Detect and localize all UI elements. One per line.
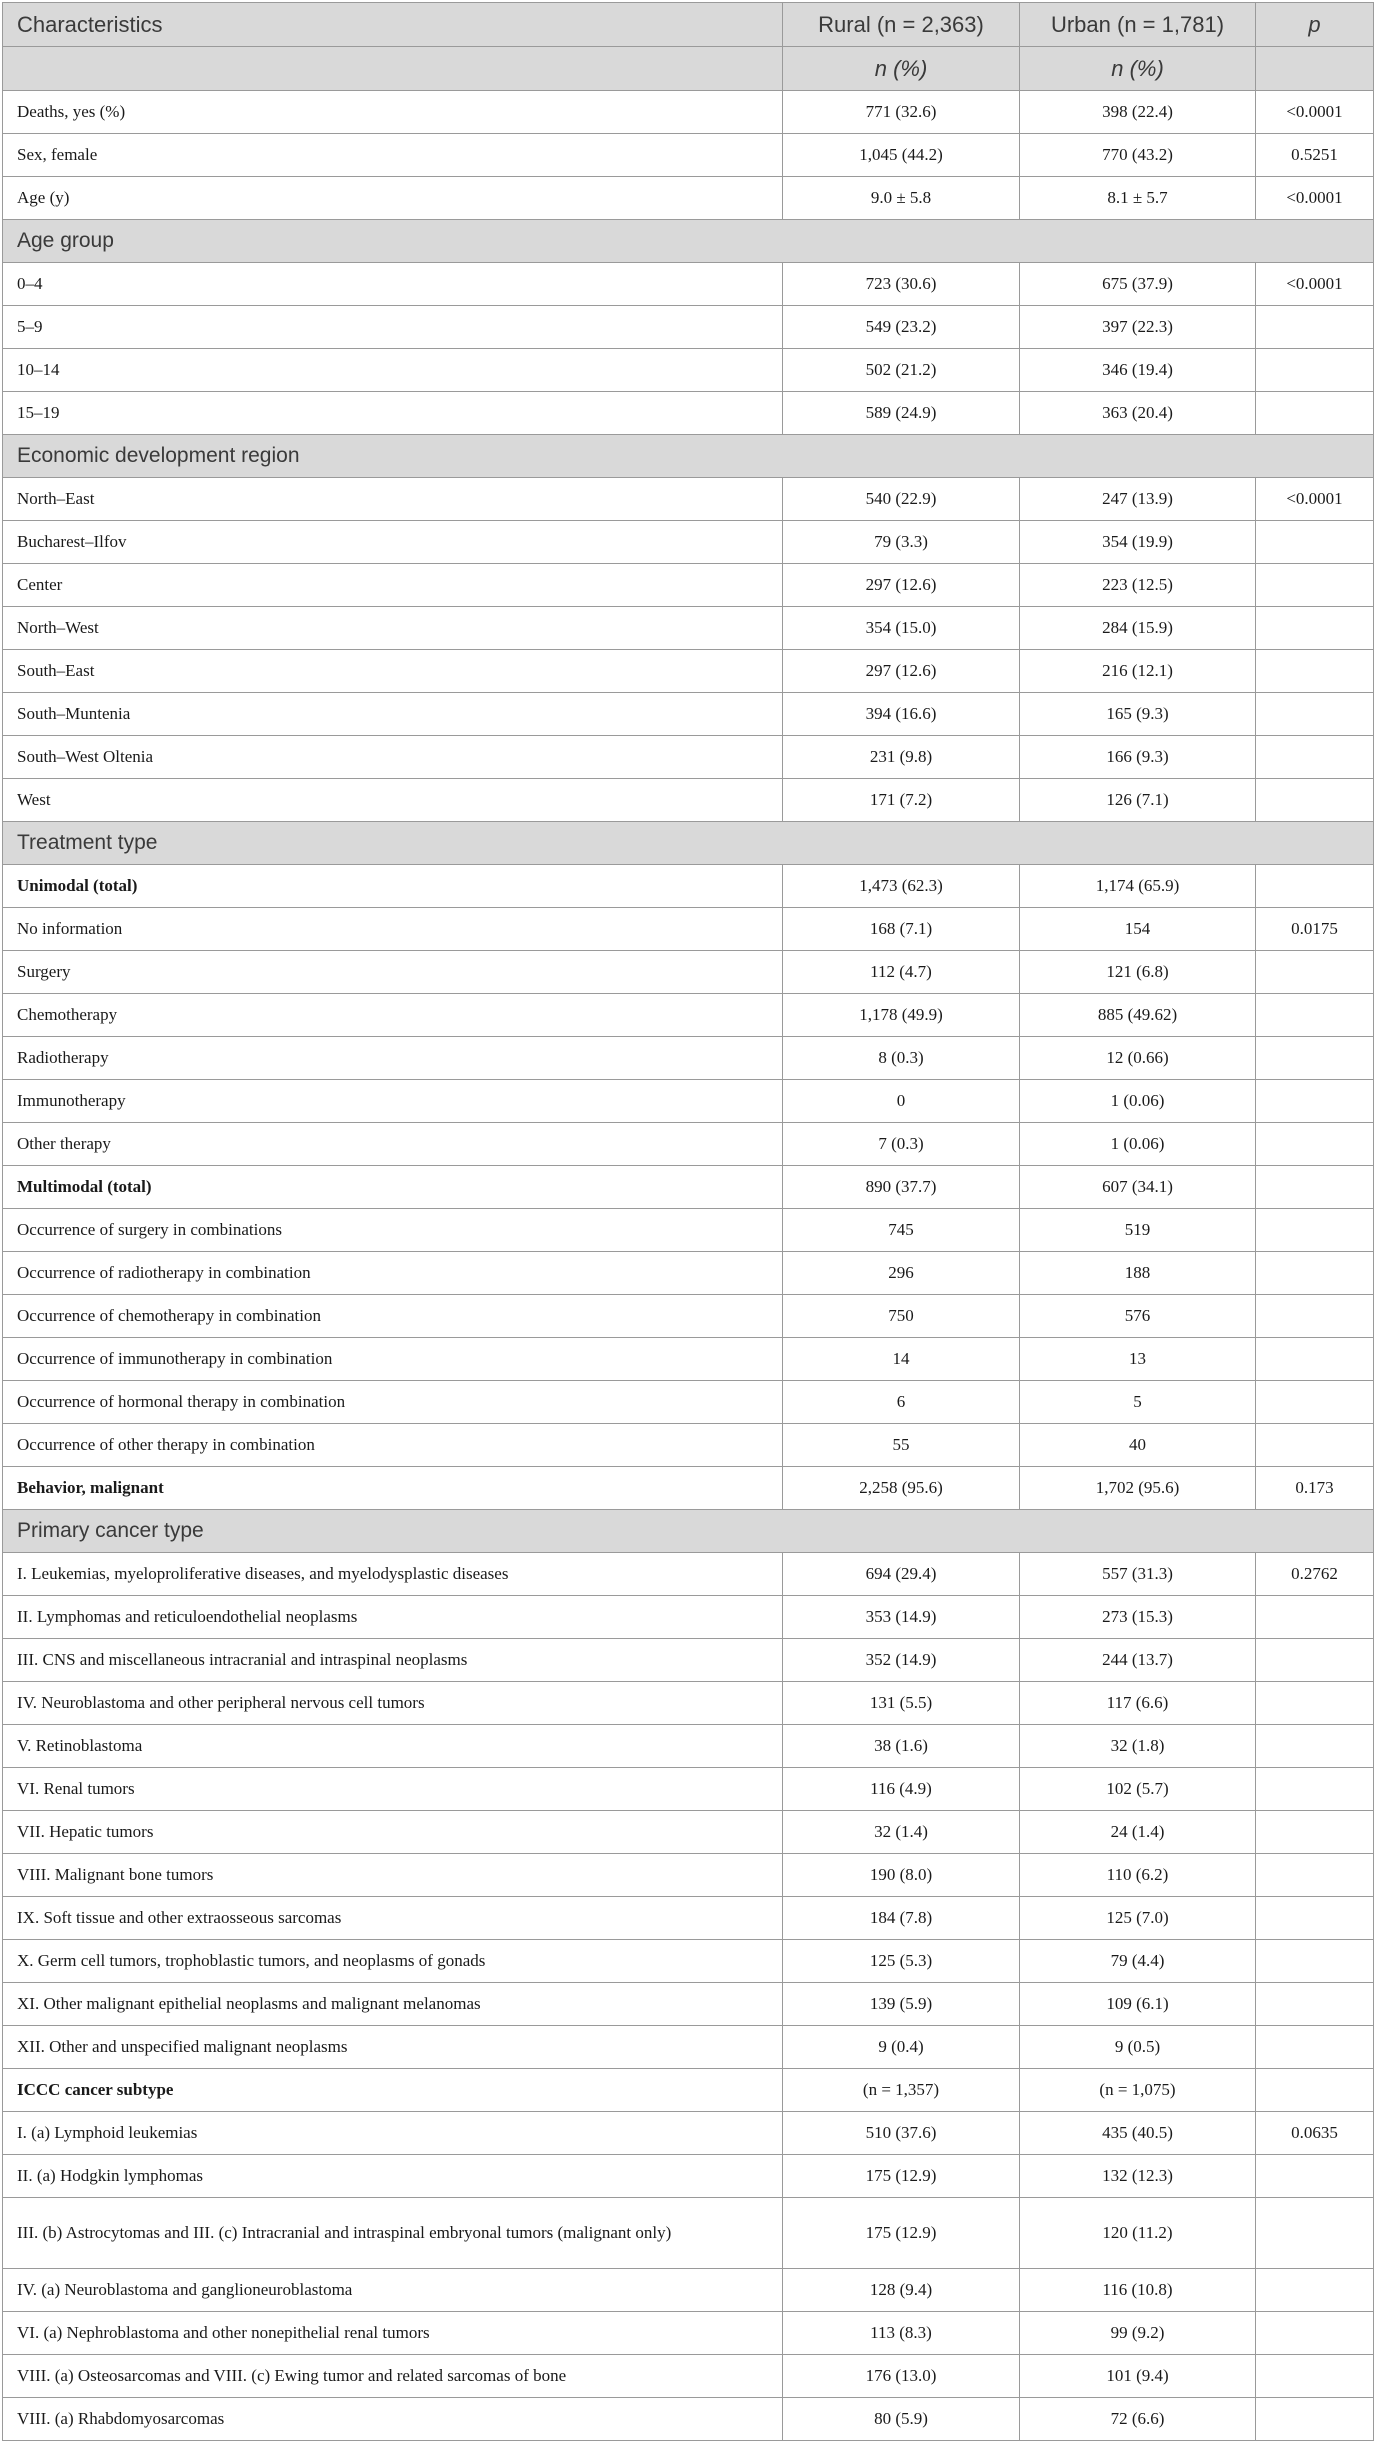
row-label: Deaths, yes (%) bbox=[3, 91, 783, 134]
row-label: Chemotherapy bbox=[3, 994, 783, 1037]
p-value: <0.0001 bbox=[1256, 177, 1374, 220]
header-sub-urban: n (%) bbox=[1020, 47, 1256, 91]
table-row bbox=[3, 177, 1374, 220]
table-row bbox=[3, 2069, 1374, 2112]
row-label: VIII. (a) Rhabdomyosarcomas bbox=[3, 2398, 783, 2441]
p-value bbox=[1256, 1811, 1374, 1854]
table-row bbox=[3, 306, 1374, 349]
p-value bbox=[1256, 865, 1374, 908]
section-title: Treatment type bbox=[3, 822, 1374, 865]
header-sub-rural: n (%) bbox=[783, 47, 1020, 91]
rural-value: 38 (1.6) bbox=[783, 1725, 1020, 1768]
table-row bbox=[3, 2355, 1374, 2398]
p-value bbox=[1256, 736, 1374, 779]
table-row bbox=[3, 1897, 1374, 1940]
table-row bbox=[3, 1252, 1374, 1295]
row-label: VI. (a) Nephroblastoma and other nonepithelial renal tumors bbox=[3, 2312, 783, 2355]
p-value: 0.2762 bbox=[1256, 1553, 1374, 1596]
p-value bbox=[1256, 1037, 1374, 1080]
row-label: Other therapy bbox=[3, 1123, 783, 1166]
table-row bbox=[3, 1166, 1374, 1209]
table-row bbox=[3, 607, 1374, 650]
row-label: West bbox=[3, 779, 783, 822]
row-label: IX. Soft tissue and other extraosseous sarcomas bbox=[3, 1897, 783, 1940]
section-title: Economic development region bbox=[3, 435, 1374, 478]
row-label: VIII. Malignant bone tumors bbox=[3, 1854, 783, 1897]
rural-value: 168 (7.1) bbox=[783, 908, 1020, 951]
row-label: VII. Hepatic tumors bbox=[3, 1811, 783, 1854]
table-row bbox=[3, 951, 1374, 994]
row-label: North–West bbox=[3, 607, 783, 650]
characteristics-table bbox=[2, 2, 1374, 2441]
urban-value: 166 (9.3) bbox=[1020, 736, 1256, 779]
rural-value: (n = 1,357) bbox=[783, 2069, 1020, 2112]
rural-value: 549 (23.2) bbox=[783, 306, 1020, 349]
p-value bbox=[1256, 2198, 1374, 2269]
p-value: 0.5251 bbox=[1256, 134, 1374, 177]
row-label: Bucharest–Ilfov bbox=[3, 521, 783, 564]
table-row bbox=[3, 564, 1374, 607]
p-value bbox=[1256, 1080, 1374, 1123]
urban-value: 1 (0.06) bbox=[1020, 1080, 1256, 1123]
rural-value: 125 (5.3) bbox=[783, 1940, 1020, 1983]
rural-value: 131 (5.5) bbox=[783, 1682, 1020, 1725]
urban-value: 121 (6.8) bbox=[1020, 951, 1256, 994]
table-row bbox=[3, 693, 1374, 736]
p-value bbox=[1256, 2355, 1374, 2398]
table-row bbox=[3, 134, 1374, 177]
row-label: 10–14 bbox=[3, 349, 783, 392]
rural-value: 0 bbox=[783, 1080, 1020, 1123]
rural-value: 502 (21.2) bbox=[783, 349, 1020, 392]
p-value bbox=[1256, 1682, 1374, 1725]
urban-value: 770 (43.2) bbox=[1020, 134, 1256, 177]
p-value: <0.0001 bbox=[1256, 263, 1374, 306]
rural-value: 9 (0.4) bbox=[783, 2026, 1020, 2069]
rural-value: 510 (37.6) bbox=[783, 2112, 1020, 2155]
row-label: Center bbox=[3, 564, 783, 607]
urban-value: 398 (22.4) bbox=[1020, 91, 1256, 134]
table-body bbox=[3, 91, 1374, 2441]
p-value bbox=[1256, 2069, 1374, 2112]
table-row bbox=[3, 263, 1374, 306]
table-row bbox=[3, 908, 1374, 951]
urban-value: 244 (13.7) bbox=[1020, 1639, 1256, 1682]
p-value bbox=[1256, 2155, 1374, 2198]
table-row bbox=[3, 1424, 1374, 1467]
rural-value: 113 (8.3) bbox=[783, 2312, 1020, 2355]
p-value bbox=[1256, 1725, 1374, 1768]
table-row bbox=[3, 2155, 1374, 2198]
urban-value: 247 (13.9) bbox=[1020, 478, 1256, 521]
urban-value: 354 (19.9) bbox=[1020, 521, 1256, 564]
urban-value: 165 (9.3) bbox=[1020, 693, 1256, 736]
rural-value: 1,473 (62.3) bbox=[783, 865, 1020, 908]
row-label: Surgery bbox=[3, 951, 783, 994]
rural-value: 353 (14.9) bbox=[783, 1596, 1020, 1639]
table-row bbox=[3, 1768, 1374, 1811]
row-label: Sex, female bbox=[3, 134, 783, 177]
urban-value: 1 (0.06) bbox=[1020, 1123, 1256, 1166]
header-urban: Urban (n = 1,781) bbox=[1020, 3, 1256, 47]
p-value bbox=[1256, 349, 1374, 392]
row-label: Unimodal (total) bbox=[3, 865, 783, 908]
table-row bbox=[3, 1983, 1374, 2026]
p-value bbox=[1256, 2312, 1374, 2355]
urban-value: 675 (37.9) bbox=[1020, 263, 1256, 306]
section-header-row bbox=[3, 1510, 1374, 1553]
urban-value: 32 (1.8) bbox=[1020, 1725, 1256, 1768]
rural-value: 540 (22.9) bbox=[783, 478, 1020, 521]
urban-value: 223 (12.5) bbox=[1020, 564, 1256, 607]
rural-value: 8 (0.3) bbox=[783, 1037, 1020, 1080]
urban-value: 102 (5.7) bbox=[1020, 1768, 1256, 1811]
p-value bbox=[1256, 1338, 1374, 1381]
table-row bbox=[3, 1467, 1374, 1510]
p-value bbox=[1256, 564, 1374, 607]
p-value: 0.173 bbox=[1256, 1467, 1374, 1510]
row-label: North–East bbox=[3, 478, 783, 521]
table-row bbox=[3, 1381, 1374, 1424]
row-label: South–East bbox=[3, 650, 783, 693]
row-label: Immunotherapy bbox=[3, 1080, 783, 1123]
rural-value: 297 (12.6) bbox=[783, 564, 1020, 607]
rural-value: 1,045 (44.2) bbox=[783, 134, 1020, 177]
urban-value: 72 (6.6) bbox=[1020, 2398, 1256, 2441]
urban-value: 885 (49.62) bbox=[1020, 994, 1256, 1037]
rural-value: 116 (4.9) bbox=[783, 1768, 1020, 1811]
row-label: Occurrence of radiotherapy in combination bbox=[3, 1252, 783, 1295]
p-value bbox=[1256, 951, 1374, 994]
table-row bbox=[3, 2112, 1374, 2155]
section-header-row bbox=[3, 220, 1374, 263]
table-row bbox=[3, 1639, 1374, 1682]
rural-value: 171 (7.2) bbox=[783, 779, 1020, 822]
table-row bbox=[3, 1123, 1374, 1166]
row-label: ICCC cancer subtype bbox=[3, 2069, 783, 2112]
table-row bbox=[3, 1338, 1374, 1381]
row-label: 5–9 bbox=[3, 306, 783, 349]
table-row bbox=[3, 2398, 1374, 2441]
section-title: Primary cancer type bbox=[3, 1510, 1374, 1553]
row-label: II. (a) Hodgkin lymphomas bbox=[3, 2155, 783, 2198]
rural-value: 184 (7.8) bbox=[783, 1897, 1020, 1940]
urban-value: 284 (15.9) bbox=[1020, 607, 1256, 650]
urban-value: 5 bbox=[1020, 1381, 1256, 1424]
p-value bbox=[1256, 2398, 1374, 2441]
rural-value: 694 (29.4) bbox=[783, 1553, 1020, 1596]
header-characteristics: Characteristics bbox=[3, 3, 783, 47]
row-label: XI. Other malignant epithelial neoplasms and malignant melanomas bbox=[3, 1983, 783, 2026]
row-label: Behavior, malignant bbox=[3, 1467, 783, 1510]
header-subrow bbox=[3, 47, 1374, 91]
urban-value: 13 bbox=[1020, 1338, 1256, 1381]
row-label: VIII. (a) Osteosarcomas and VIII. (c) Ewing tumor and related sarcomas of bone bbox=[3, 2355, 783, 2398]
urban-value: 116 (10.8) bbox=[1020, 2269, 1256, 2312]
p-value bbox=[1256, 607, 1374, 650]
rural-value: 2,258 (95.6) bbox=[783, 1467, 1020, 1510]
p-value bbox=[1256, 1381, 1374, 1424]
row-label: VI. Renal tumors bbox=[3, 1768, 783, 1811]
table-row bbox=[3, 736, 1374, 779]
row-label: IV. Neuroblastoma and other peripheral nervous cell tumors bbox=[3, 1682, 783, 1725]
rural-value: 9.0 ± 5.8 bbox=[783, 177, 1020, 220]
urban-value: 188 bbox=[1020, 1252, 1256, 1295]
p-value bbox=[1256, 1897, 1374, 1940]
rural-value: 890 (37.7) bbox=[783, 1166, 1020, 1209]
table-header bbox=[3, 3, 1374, 91]
header-sub-empty bbox=[3, 47, 783, 91]
rural-value: 175 (12.9) bbox=[783, 2155, 1020, 2198]
table-row bbox=[3, 650, 1374, 693]
rural-value: 750 bbox=[783, 1295, 1020, 1338]
urban-value: 9 (0.5) bbox=[1020, 2026, 1256, 2069]
row-label: Age (y) bbox=[3, 177, 783, 220]
urban-value: 519 bbox=[1020, 1209, 1256, 1252]
urban-value: (n = 1,075) bbox=[1020, 2069, 1256, 2112]
table-row bbox=[3, 994, 1374, 1037]
table-row bbox=[3, 1596, 1374, 1639]
table-row bbox=[3, 779, 1374, 822]
row-label: II. Lymphomas and reticuloendothelial neoplasms bbox=[3, 1596, 783, 1639]
p-value: <0.0001 bbox=[1256, 91, 1374, 134]
row-label: Occurrence of surgery in combinations bbox=[3, 1209, 783, 1252]
p-value bbox=[1256, 1854, 1374, 1897]
p-value bbox=[1256, 392, 1374, 435]
table-row bbox=[3, 1725, 1374, 1768]
rural-value: 1,178 (49.9) bbox=[783, 994, 1020, 1037]
rural-value: 296 bbox=[783, 1252, 1020, 1295]
header-row bbox=[3, 3, 1374, 47]
p-value bbox=[1256, 1209, 1374, 1252]
row-label: 0–4 bbox=[3, 263, 783, 306]
table-row bbox=[3, 2312, 1374, 2355]
rural-value: 354 (15.0) bbox=[783, 607, 1020, 650]
rural-value: 32 (1.4) bbox=[783, 1811, 1020, 1854]
urban-value: 576 bbox=[1020, 1295, 1256, 1338]
section-header-row bbox=[3, 435, 1374, 478]
table-row bbox=[3, 2198, 1374, 2269]
urban-value: 24 (1.4) bbox=[1020, 1811, 1256, 1854]
urban-value: 120 (11.2) bbox=[1020, 2198, 1256, 2269]
p-value bbox=[1256, 2269, 1374, 2312]
rural-value: 7 (0.3) bbox=[783, 1123, 1020, 1166]
row-label: I. Leukemias, myeloproliferative diseases, and myelodysplastic diseases bbox=[3, 1553, 783, 1596]
p-value: 0.0175 bbox=[1256, 908, 1374, 951]
row-label: Occurrence of hormonal therapy in combination bbox=[3, 1381, 783, 1424]
p-value bbox=[1256, 306, 1374, 349]
rural-value: 6 bbox=[783, 1381, 1020, 1424]
p-value: 0.0635 bbox=[1256, 2112, 1374, 2155]
rural-value: 297 (12.6) bbox=[783, 650, 1020, 693]
urban-value: 99 (9.2) bbox=[1020, 2312, 1256, 2355]
table-row bbox=[3, 521, 1374, 564]
row-label: XII. Other and unspecified malignant neoplasms bbox=[3, 2026, 783, 2069]
row-label: No information bbox=[3, 908, 783, 951]
urban-value: 110 (6.2) bbox=[1020, 1854, 1256, 1897]
p-value bbox=[1256, 779, 1374, 822]
p-value bbox=[1256, 1295, 1374, 1338]
urban-value: 101 (9.4) bbox=[1020, 2355, 1256, 2398]
p-value bbox=[1256, 1123, 1374, 1166]
urban-value: 557 (31.3) bbox=[1020, 1553, 1256, 1596]
p-value bbox=[1256, 1424, 1374, 1467]
table-row bbox=[3, 2269, 1374, 2312]
row-label: I. (a) Lymphoid leukemias bbox=[3, 2112, 783, 2155]
rural-value: 589 (24.9) bbox=[783, 392, 1020, 435]
row-label: IV. (a) Neuroblastoma and ganglioneuroblastoma bbox=[3, 2269, 783, 2312]
p-value: <0.0001 bbox=[1256, 478, 1374, 521]
row-label: 15–19 bbox=[3, 392, 783, 435]
table-row bbox=[3, 349, 1374, 392]
urban-value: 1,174 (65.9) bbox=[1020, 865, 1256, 908]
rural-value: 112 (4.7) bbox=[783, 951, 1020, 994]
p-value bbox=[1256, 693, 1374, 736]
table-row bbox=[3, 1209, 1374, 1252]
section-title: Age group bbox=[3, 220, 1374, 263]
p-value bbox=[1256, 521, 1374, 564]
urban-value: 216 (12.1) bbox=[1020, 650, 1256, 693]
p-value bbox=[1256, 1639, 1374, 1682]
rural-value: 176 (13.0) bbox=[783, 2355, 1020, 2398]
rural-value: 745 bbox=[783, 1209, 1020, 1252]
row-label: Multimodal (total) bbox=[3, 1166, 783, 1209]
table-row bbox=[3, 1940, 1374, 1983]
row-label: South–Muntenia bbox=[3, 693, 783, 736]
urban-value: 125 (7.0) bbox=[1020, 1897, 1256, 1940]
row-label: Occurrence of chemotherapy in combination bbox=[3, 1295, 783, 1338]
urban-value: 607 (34.1) bbox=[1020, 1166, 1256, 1209]
row-label: Occurrence of other therapy in combination bbox=[3, 1424, 783, 1467]
rural-value: 190 (8.0) bbox=[783, 1854, 1020, 1897]
row-label: X. Germ cell tumors, trophoblastic tumors, and neoplasms of gonads bbox=[3, 1940, 783, 1983]
urban-value: 397 (22.3) bbox=[1020, 306, 1256, 349]
section-header-row bbox=[3, 822, 1374, 865]
urban-value: 132 (12.3) bbox=[1020, 2155, 1256, 2198]
p-value bbox=[1256, 1768, 1374, 1811]
rural-value: 128 (9.4) bbox=[783, 2269, 1020, 2312]
p-value bbox=[1256, 1166, 1374, 1209]
urban-value: 12 (0.66) bbox=[1020, 1037, 1256, 1080]
rural-value: 723 (30.6) bbox=[783, 263, 1020, 306]
p-value bbox=[1256, 650, 1374, 693]
rural-value: 79 (3.3) bbox=[783, 521, 1020, 564]
row-label: III. CNS and miscellaneous intracranial and intraspinal neoplasms bbox=[3, 1639, 783, 1682]
header-sub-p-empty bbox=[1256, 47, 1374, 91]
urban-value: 1,702 (95.6) bbox=[1020, 1467, 1256, 1510]
urban-value: 435 (40.5) bbox=[1020, 2112, 1256, 2155]
p-value bbox=[1256, 1940, 1374, 1983]
header-p-value: p bbox=[1256, 3, 1374, 47]
table-row bbox=[3, 392, 1374, 435]
row-label: Radiotherapy bbox=[3, 1037, 783, 1080]
table-row bbox=[3, 865, 1374, 908]
rural-value: 231 (9.8) bbox=[783, 736, 1020, 779]
p-value bbox=[1256, 2026, 1374, 2069]
urban-value: 109 (6.1) bbox=[1020, 1983, 1256, 2026]
header-rural: Rural (n = 2,363) bbox=[783, 3, 1020, 47]
rural-value: 55 bbox=[783, 1424, 1020, 1467]
rural-value: 14 bbox=[783, 1338, 1020, 1381]
urban-value: 363 (20.4) bbox=[1020, 392, 1256, 435]
rural-value: 352 (14.9) bbox=[783, 1639, 1020, 1682]
table-row bbox=[3, 2026, 1374, 2069]
table-row bbox=[3, 1080, 1374, 1123]
p-value bbox=[1256, 1983, 1374, 2026]
p-value bbox=[1256, 994, 1374, 1037]
urban-value: 346 (19.4) bbox=[1020, 349, 1256, 392]
urban-value: 126 (7.1) bbox=[1020, 779, 1256, 822]
urban-value: 117 (6.6) bbox=[1020, 1682, 1256, 1725]
table-row bbox=[3, 91, 1374, 134]
table-row bbox=[3, 478, 1374, 521]
table-row bbox=[3, 1295, 1374, 1338]
rural-value: 80 (5.9) bbox=[783, 2398, 1020, 2441]
urban-value: 154 bbox=[1020, 908, 1256, 951]
rural-value: 771 (32.6) bbox=[783, 91, 1020, 134]
table-row bbox=[3, 1037, 1374, 1080]
rural-value: 139 (5.9) bbox=[783, 1983, 1020, 2026]
row-label: III. (b) Astrocytomas and III. (c) Intracranial and intraspinal embryonal tumors (malignant only) bbox=[3, 2198, 783, 2269]
p-value bbox=[1256, 1252, 1374, 1295]
rural-value: 175 (12.9) bbox=[783, 2198, 1020, 2269]
p-value bbox=[1256, 1596, 1374, 1639]
urban-value: 8.1 ± 5.7 bbox=[1020, 177, 1256, 220]
rural-value: 394 (16.6) bbox=[783, 693, 1020, 736]
table-row bbox=[3, 1854, 1374, 1897]
table-row bbox=[3, 1553, 1374, 1596]
urban-value: 40 bbox=[1020, 1424, 1256, 1467]
row-label: South–West Oltenia bbox=[3, 736, 783, 779]
table-row bbox=[3, 1811, 1374, 1854]
table-row bbox=[3, 1682, 1374, 1725]
urban-value: 273 (15.3) bbox=[1020, 1596, 1256, 1639]
row-label: V. Retinoblastoma bbox=[3, 1725, 783, 1768]
row-label: Occurrence of immunotherapy in combination bbox=[3, 1338, 783, 1381]
urban-value: 79 (4.4) bbox=[1020, 1940, 1256, 1983]
